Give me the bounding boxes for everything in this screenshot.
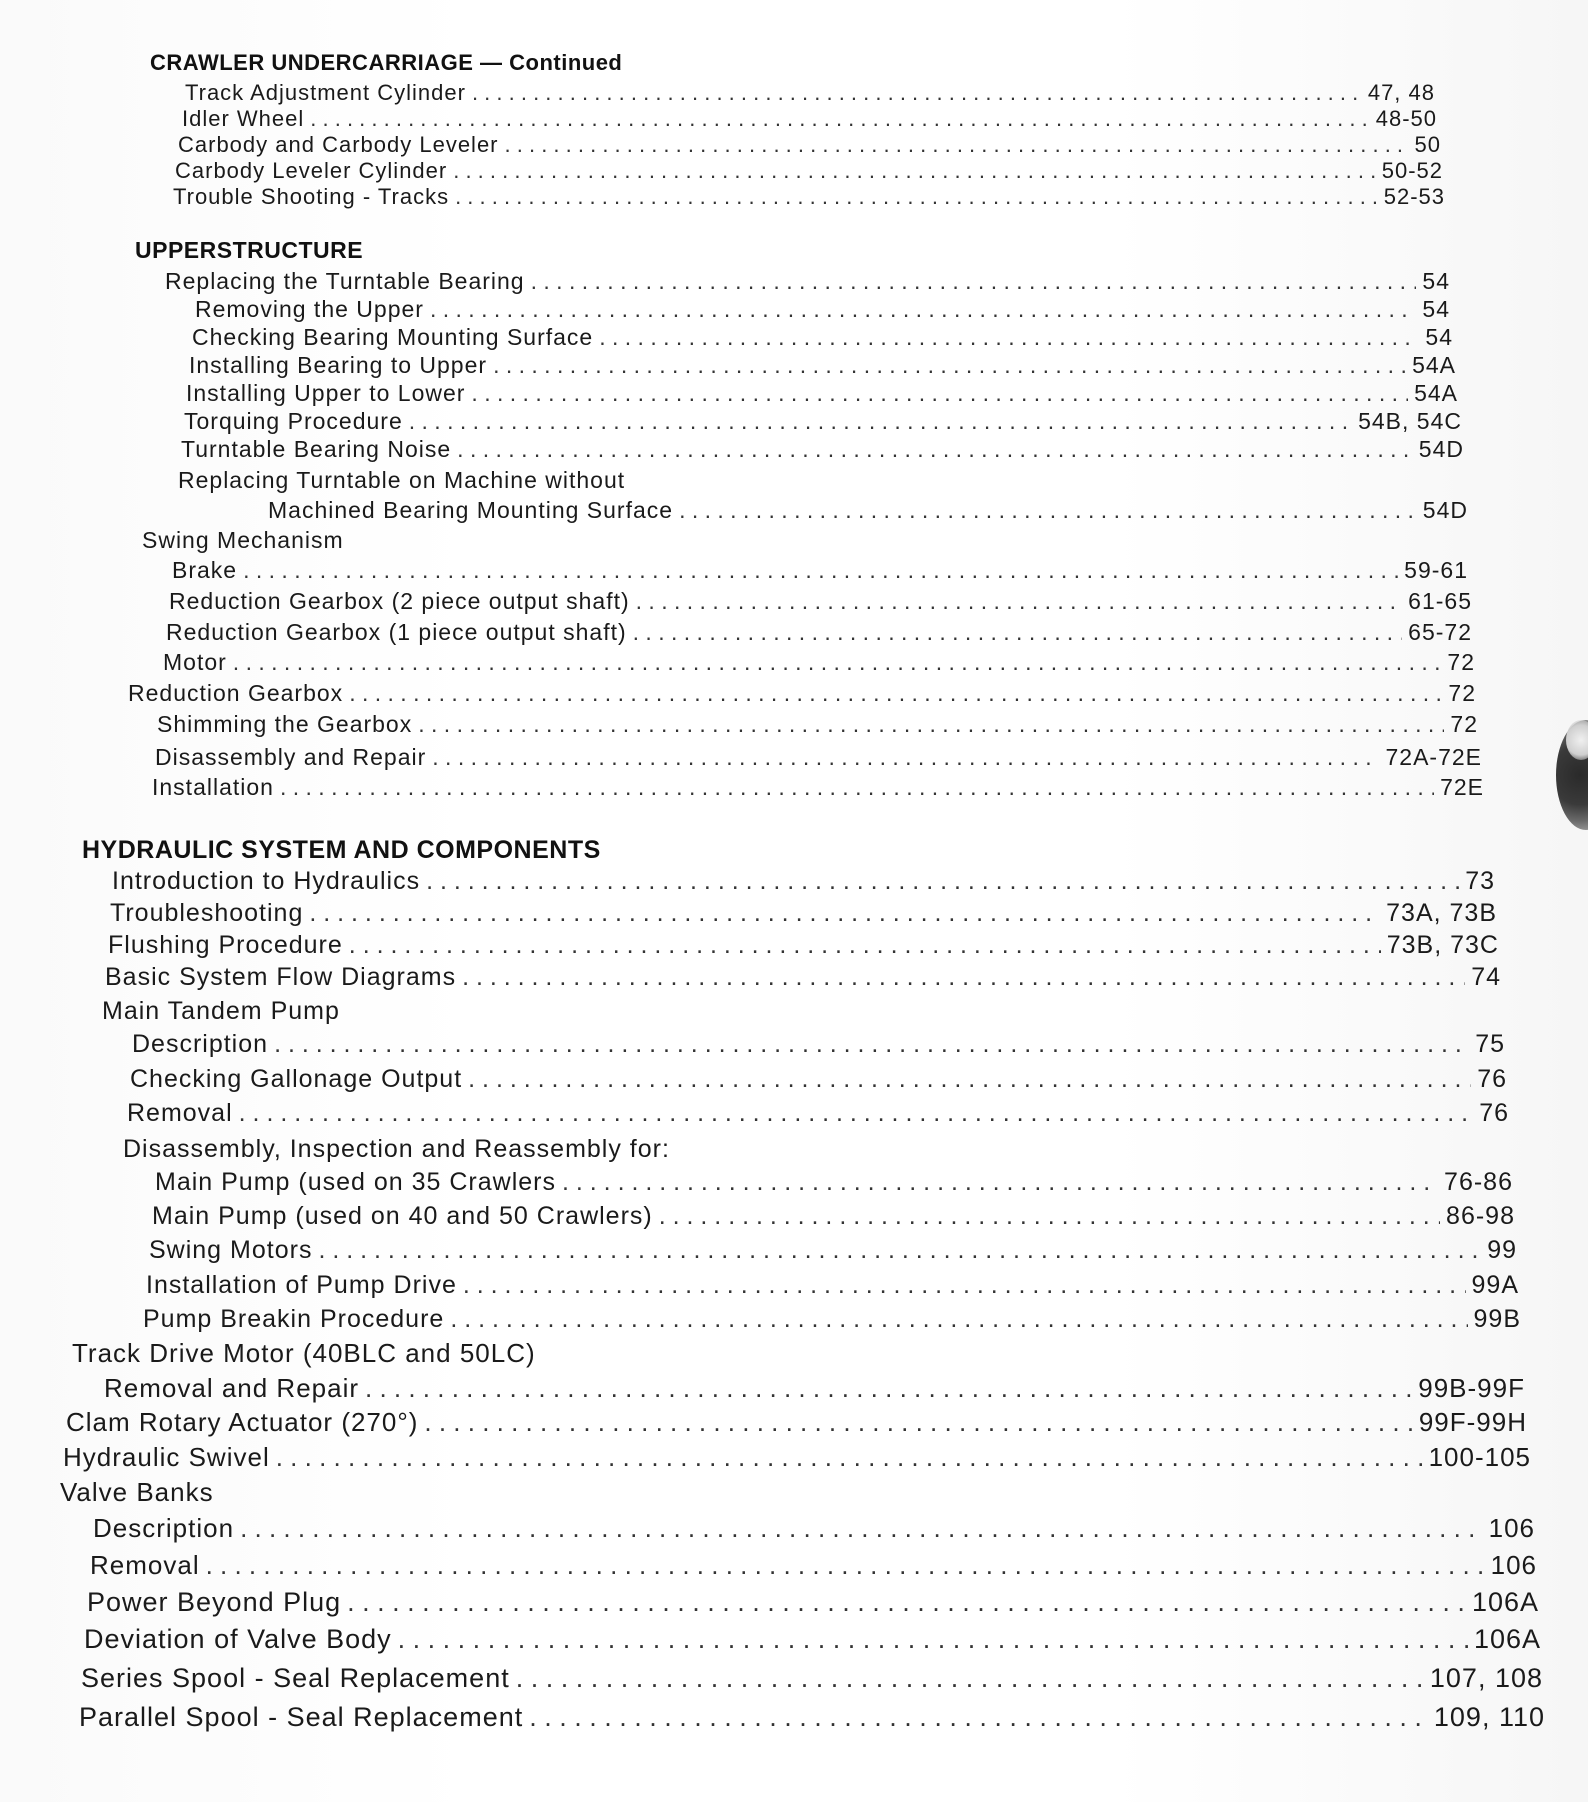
toc-entry-label: Reduction Gearbox (1 piece output shaft) xyxy=(166,619,627,645)
toc-entry-page: 54A xyxy=(1412,352,1456,378)
toc-entry-page: 107, 108 xyxy=(1429,1663,1543,1693)
toc-entry xyxy=(169,588,1472,615)
toc-entry-page: 74 xyxy=(1471,963,1501,991)
leader-dots xyxy=(633,619,1403,646)
toc-entry xyxy=(163,649,1475,676)
leader-dots xyxy=(529,1702,1428,1733)
toc-entry xyxy=(195,296,1450,323)
toc-entry-page: 86-98 xyxy=(1446,1202,1515,1230)
toc-entry-label: Description xyxy=(132,1030,269,1058)
toc-entry-page: 106A xyxy=(1471,1587,1539,1617)
toc-entry-label: Troubleshooting xyxy=(110,899,304,927)
leader-dots xyxy=(463,1271,1466,1300)
toc-entry-label: Machined Bearing Mounting Surface xyxy=(268,497,674,523)
section-heading-hydraulic-system: HYDRAULIC SYSTEM AND COMPONENTS xyxy=(82,836,601,864)
toc-entry-page: 47, 48 xyxy=(1367,80,1435,105)
leader-dots xyxy=(659,1202,1440,1231)
leader-dots xyxy=(347,1587,1466,1618)
toc-entry-page: 73 xyxy=(1465,867,1495,895)
toc-entry xyxy=(149,1236,1517,1265)
toc-entry-page: 59-61 xyxy=(1404,557,1468,583)
toc-entry-label: Main Tandem Pump xyxy=(102,997,340,1025)
toc-entry xyxy=(172,557,1468,584)
toc-entry-page: 109, 110 xyxy=(1433,1702,1545,1732)
leader-dots xyxy=(424,1407,1412,1438)
toc-entry-label: Disassembly and Repair xyxy=(155,744,427,770)
toc-entry xyxy=(146,1271,1519,1300)
toc-entry xyxy=(175,158,1443,184)
toc-entry-label: Trouble Shooting - Tracks xyxy=(173,184,450,209)
toc-entry-label: Parallel Spool - Seal Replacement xyxy=(79,1702,524,1732)
toc-entry xyxy=(268,497,1468,524)
toc-entry-label: Removal and Repair xyxy=(104,1373,360,1403)
toc-entry-page: 73B, 73C xyxy=(1386,931,1499,959)
toc-entry-label: Removing the Upper xyxy=(195,296,424,322)
toc-entry xyxy=(93,1513,1535,1544)
toc-entry xyxy=(127,1099,1509,1128)
section-heading-crawler-undercarriage: CRAWLER UNDERCARRIAGE — Continued xyxy=(150,50,623,75)
leader-dots xyxy=(426,867,1459,896)
toc-entry-label: Clam Rotary Actuator (270°) xyxy=(66,1407,419,1437)
toc-entry-label: Hydraulic Swivel xyxy=(63,1442,270,1472)
leader-dots xyxy=(310,106,1369,132)
leader-dots xyxy=(462,963,1465,992)
toc-entry xyxy=(105,963,1501,992)
leader-dots xyxy=(276,1442,1423,1473)
toc-entry xyxy=(192,324,1453,351)
section-heading-upperstructure: UPPERSTRUCTURE xyxy=(135,237,364,263)
leader-dots xyxy=(349,931,1381,960)
toc-entry xyxy=(184,408,1462,435)
leader-dots xyxy=(450,1305,1467,1334)
leader-dots xyxy=(349,680,1442,707)
toc-entry xyxy=(155,744,1482,771)
toc-entry-page: 106A xyxy=(1473,1624,1541,1654)
leader-dots xyxy=(468,1065,1471,1094)
toc-entry-page: 54 xyxy=(1422,296,1450,322)
toc-entry xyxy=(81,1663,1543,1694)
toc-entry xyxy=(90,1550,1537,1581)
leader-dots xyxy=(432,744,1379,771)
toc-entry-label: Series Spool - Seal Replacement xyxy=(81,1663,510,1693)
toc-entry xyxy=(130,1065,1507,1094)
leader-dots xyxy=(531,268,1417,295)
toc-entry xyxy=(173,184,1445,210)
toc-entry-page: 72 xyxy=(1450,711,1478,737)
leader-dots xyxy=(457,436,1413,463)
toc-entry-page: 99B-99F xyxy=(1418,1373,1525,1403)
toc-entry xyxy=(185,80,1435,106)
toc-entry xyxy=(182,106,1437,132)
toc-entry-page: 75 xyxy=(1475,1030,1505,1058)
toc-entry-page: 76 xyxy=(1479,1099,1509,1127)
toc-entry-label: Power Beyond Plug xyxy=(87,1587,342,1617)
toc-entry xyxy=(143,1305,1521,1334)
toc-entry-label: Installation of Pump Drive xyxy=(146,1271,457,1299)
binder-ring-highlight xyxy=(1566,720,1588,760)
toc-entry-page: 99B xyxy=(1473,1305,1521,1333)
leader-dots xyxy=(243,557,1398,584)
toc-entry xyxy=(132,1030,1505,1059)
toc-entry-label: Checking Bearing Mounting Surface xyxy=(192,324,594,350)
leader-dots xyxy=(471,380,1408,407)
leader-dots xyxy=(472,80,1362,106)
toc-entry-label: Main Pump (used on 40 and 50 Crawlers) xyxy=(152,1202,653,1230)
toc-entry-label: Replacing Turntable on Machine without xyxy=(178,467,626,493)
toc-entry-page: 65-72 xyxy=(1408,619,1472,645)
leader-dots xyxy=(599,324,1419,351)
toc-entry xyxy=(104,1373,1525,1404)
leader-dots xyxy=(418,711,1444,738)
toc-entry xyxy=(178,132,1441,158)
toc-entry-page: 76-86 xyxy=(1444,1168,1513,1196)
toc-entry-label: Shimming the Gearbox xyxy=(157,711,413,737)
toc-entry xyxy=(87,1587,1539,1618)
toc-entry-label: Reduction Gearbox xyxy=(128,680,344,706)
leader-dots xyxy=(206,1550,1485,1581)
leader-dots xyxy=(239,1099,1474,1128)
leader-dots xyxy=(409,408,1352,435)
leader-dots xyxy=(318,1236,1481,1265)
toc-entry-label: Introduction to Hydraulics xyxy=(112,867,421,895)
toc-entry-page: 52-53 xyxy=(1383,184,1445,209)
toc-entry xyxy=(189,352,1456,379)
toc-entry xyxy=(110,899,1497,928)
toc-entry-page: 50-52 xyxy=(1381,158,1443,183)
toc-entry xyxy=(157,711,1478,738)
toc-entry xyxy=(66,1407,1527,1438)
toc-entry-page: 72 xyxy=(1448,680,1476,706)
toc-entry-label: Track Adjustment Cylinder xyxy=(185,80,466,105)
toc-entry xyxy=(152,1202,1515,1231)
toc-entry xyxy=(112,867,1495,896)
toc-entry-label: Basic System Flow Diagrams xyxy=(105,963,457,991)
toc-entry-page: 106 xyxy=(1490,1550,1537,1580)
toc-entry-page: 48-50 xyxy=(1375,106,1437,131)
leader-dots xyxy=(516,1663,1424,1694)
leader-dots xyxy=(453,158,1375,184)
toc-entry-label: Motor xyxy=(163,649,227,675)
toc-entry xyxy=(166,619,1472,646)
leader-dots xyxy=(280,774,1434,801)
toc-entry-label: Swing Motors xyxy=(149,1236,313,1264)
toc-entry-label: Installing Upper to Lower xyxy=(186,380,466,406)
toc-entry-label: Installing Bearing to Upper xyxy=(189,352,488,378)
toc-entry-label: Deviation of Valve Body xyxy=(84,1624,392,1654)
toc-entry-label: Track Drive Motor (40BLC and 50LC) xyxy=(72,1338,536,1368)
toc-entry-label: Idler Wheel xyxy=(182,106,305,131)
leader-dots xyxy=(398,1624,1468,1655)
toc-entry-label: Turntable Bearing Noise xyxy=(181,436,452,462)
toc-entry-label: Main Pump (used on 35 Crawlers xyxy=(155,1168,556,1196)
toc-entry-label: Checking Gallonage Output xyxy=(130,1065,463,1093)
leader-dots xyxy=(505,132,1409,158)
toc-entry-page: 54B, 54C xyxy=(1358,408,1462,434)
leader-dots xyxy=(233,649,1442,676)
toc-entry-page: 99A xyxy=(1471,1271,1519,1299)
toc-entry-page: 54A xyxy=(1414,380,1458,406)
toc-entry xyxy=(79,1702,1545,1733)
toc-entry xyxy=(155,1168,1513,1197)
leader-dots xyxy=(430,296,1416,323)
toc-entry-page: 99F-99H xyxy=(1418,1407,1527,1437)
toc-entry-label: Torquing Procedure xyxy=(184,408,403,434)
toc-entry-page: 72 xyxy=(1447,649,1475,675)
toc-entry-page: 76 xyxy=(1477,1065,1507,1093)
toc-entry-label: Installation xyxy=(152,774,274,800)
toc-entry-page: 54D xyxy=(1418,436,1464,462)
toc-entry xyxy=(84,1624,1541,1655)
toc-entry xyxy=(186,380,1458,407)
leader-dots xyxy=(493,352,1406,379)
leader-dots xyxy=(365,1373,1412,1404)
leader-dots xyxy=(274,1030,1469,1059)
toc-entry-page: 61-65 xyxy=(1408,588,1472,614)
toc-entry-label: Valve Banks xyxy=(60,1477,214,1507)
leader-dots xyxy=(636,588,1403,615)
toc-entry-label: Removal xyxy=(127,1099,233,1127)
toc-entry xyxy=(181,436,1464,463)
toc-entry-page: 73A, 73B xyxy=(1386,899,1497,927)
toc-entry-page: 106 xyxy=(1488,1513,1535,1543)
toc-entry-label: Carbody Leveler Cylinder xyxy=(175,158,448,183)
leader-dots xyxy=(240,1513,1483,1544)
toc-entry-label: Brake xyxy=(172,557,238,583)
toc-entry-page: 72A-72E xyxy=(1385,744,1482,770)
leader-dots xyxy=(455,184,1378,210)
toc-entry-page: 100-105 xyxy=(1428,1442,1531,1472)
toc-entry-label: Flushing Procedure xyxy=(108,931,343,959)
toc-entry xyxy=(152,774,1484,801)
toc-entry-page: 50 xyxy=(1414,132,1441,157)
toc-entry-label: Pump Breakin Procedure xyxy=(143,1305,445,1333)
toc-entry-label: Reduction Gearbox (2 piece output shaft) xyxy=(169,588,630,614)
toc-entry-label: Replacing the Turntable Bearing xyxy=(165,268,525,294)
toc-entry-page: 99 xyxy=(1487,1236,1517,1264)
toc-entry-label: Disassembly, Inspection and Reassembly for: xyxy=(123,1135,670,1163)
leader-dots xyxy=(679,497,1417,524)
toc-entry-label: Removal xyxy=(90,1550,200,1580)
toc-entry xyxy=(165,268,1450,295)
leader-dots xyxy=(562,1168,1438,1197)
toc-entry xyxy=(108,931,1499,960)
toc-entry-page: 72E xyxy=(1440,774,1484,800)
toc-entry-page: 54D xyxy=(1422,497,1468,523)
toc-entry xyxy=(128,680,1476,707)
toc-entry-page: 54 xyxy=(1422,268,1450,294)
toc-entry-label: Description xyxy=(93,1513,235,1543)
toc-entry-label: Swing Mechanism xyxy=(142,527,344,553)
toc-entry-label: Carbody and Carbody Leveler xyxy=(178,132,499,157)
toc-entry xyxy=(63,1442,1531,1473)
toc-entry-page: 54 xyxy=(1425,324,1453,350)
leader-dots xyxy=(309,899,1380,928)
